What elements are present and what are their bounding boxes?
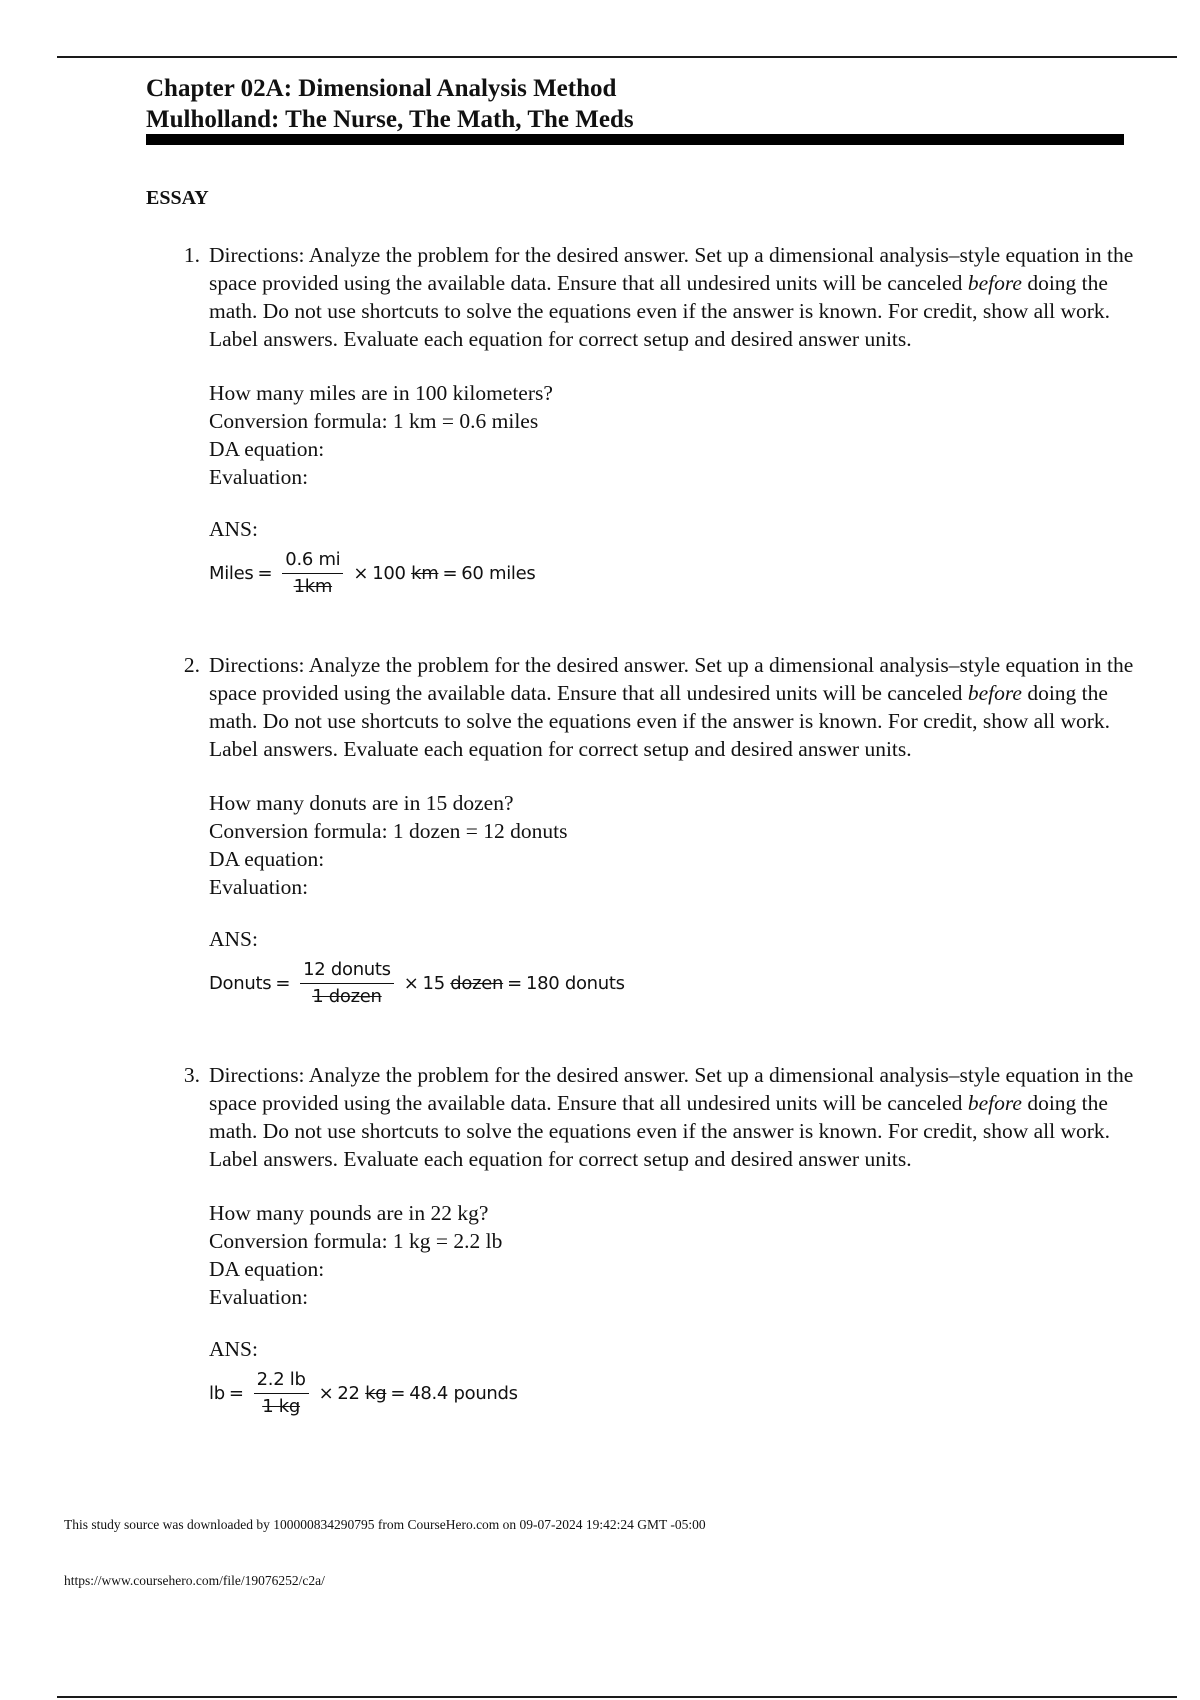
times-sign: × [318, 1383, 334, 1404]
conversion-fraction [254, 1369, 309, 1418]
equals-sign: = [275, 973, 291, 994]
question-number: 1. [183, 243, 200, 267]
evaluation-label: Evaluation: [209, 875, 309, 899]
evaluation-label: Evaluation: [209, 465, 309, 489]
directions-text: Directions: Analyze the problem for the desired answer. Set up a dimensional analysis–style equation in the space provided using the available data. Ensure that all undesired units will be canceled before doing the math. Do not use shortcuts to solve the equations even if the answer is known. For credit, show all work. Label answers. Evaluate each equation for correct setup and desired answer units. [209, 653, 1134, 761]
evaluation-label: Evaluation: [209, 1285, 309, 1309]
directions-text: Directions: Analyze the problem for the desired answer. Set up a dimensional analysis–style equation in the space provided using the available data. Ensure that all undesired units will be canceled before doing the math. Do not use shortcuts to solve the equations even if the answer is known. For credit, show all work. Label answers. Evaluate each equation for correct setup and desired answer units. [209, 1063, 1134, 1171]
question-text: How many donuts are in 15 dozen? [209, 791, 514, 815]
answer-equation [209, 1369, 1136, 1418]
fraction-denominator: 1 kg [262, 1396, 301, 1417]
question-text: How many pounds are in 22 kg? [209, 1201, 489, 1225]
times-sign: × [403, 973, 419, 994]
answer-equation [209, 959, 1136, 1008]
cancelled-unit: dozen [450, 973, 504, 994]
fraction-denominator: 1km [293, 576, 333, 597]
equals-sign: = [390, 1383, 406, 1404]
equals-sign: = [228, 1383, 244, 1404]
question-prompt [209, 379, 1136, 491]
equation-lhs: lb [209, 1383, 225, 1404]
equals-sign: = [507, 973, 522, 994]
given-quantity: 22 [337, 1383, 360, 1404]
document-header [146, 73, 634, 135]
answer-label: ANS: [209, 927, 258, 951]
fraction-numerator: 12 donuts [300, 959, 394, 984]
conversion-formula: Conversion formula: 1 kg = 2.2 lb [209, 1229, 503, 1253]
answer-equation [209, 549, 1136, 598]
chapter-title: Chapter 02A: Dimensional Analysis Method [146, 75, 617, 102]
equation-lhs: Miles [209, 563, 254, 584]
question-1 [146, 241, 1136, 598]
equals-sign: = [257, 563, 273, 584]
fraction-numerator: 2.2 lb [254, 1369, 309, 1394]
book-title: Mulholland: The Nurse, The Math, The Meds [146, 106, 634, 133]
cancelled-unit: km [411, 563, 439, 584]
da-equation-label: DA equation: [209, 437, 325, 461]
question-number: 2. [183, 653, 200, 677]
equation-result: 60 miles [461, 563, 536, 584]
equation-result: 48.4 pounds [409, 1383, 518, 1404]
fraction-denominator: 1 dozen [312, 986, 382, 1007]
conversion-formula: Conversion formula: 1 km = 0.6 miles [209, 409, 539, 433]
conversion-fraction [300, 959, 394, 1008]
equation-lhs: Donuts [209, 973, 272, 994]
given-quantity: 100 [372, 563, 406, 584]
cancelled-unit: kg [365, 1383, 387, 1404]
directions-text: Directions: Analyze the problem for the desired answer. Set up a dimensional analysis–style equation in the space provided using the available data. Ensure that all undesired units will be canceled before doing the math. Do not use shortcuts to solve the equations even if the answer is known. For credit, show all work. Label answers. Evaluate each equation for correct setup and desired answer units. [209, 243, 1134, 351]
header-rule [146, 134, 1124, 145]
top-rule [57, 56, 1177, 58]
download-notice: This study source was downloaded by 100000834290795 from CourseHero.com on 09-07-2024 19:42:24 GMT -05:00 [64, 1517, 706, 1532]
equation-result: 180 donuts [525, 973, 625, 994]
question-2 [146, 651, 1136, 1008]
bottom-rule [57, 1696, 1177, 1698]
times-sign: × [353, 563, 369, 584]
given-quantity: 15 [422, 973, 445, 994]
section-heading: ESSAY [146, 187, 209, 209]
question-number: 3. [183, 1063, 200, 1087]
source-url[interactable]: https://www.coursehero.com/file/19076252/c2a/ [64, 1573, 325, 1588]
question-prompt [209, 789, 1136, 901]
conversion-formula: Conversion formula: 1 dozen = 12 donuts [209, 819, 568, 843]
question-3 [146, 1061, 1136, 1418]
da-equation-label: DA equation: [209, 1257, 325, 1281]
conversion-fraction [282, 549, 343, 598]
equals-sign: = [442, 563, 458, 584]
question-text: How many miles are in 100 kilometers? [209, 381, 553, 405]
da-equation-label: DA equation: [209, 847, 325, 871]
answer-label: ANS: [209, 1337, 258, 1361]
answer-label: ANS: [209, 517, 258, 541]
question-prompt [209, 1199, 1136, 1311]
fraction-numerator: 0.6 mi [282, 549, 343, 574]
